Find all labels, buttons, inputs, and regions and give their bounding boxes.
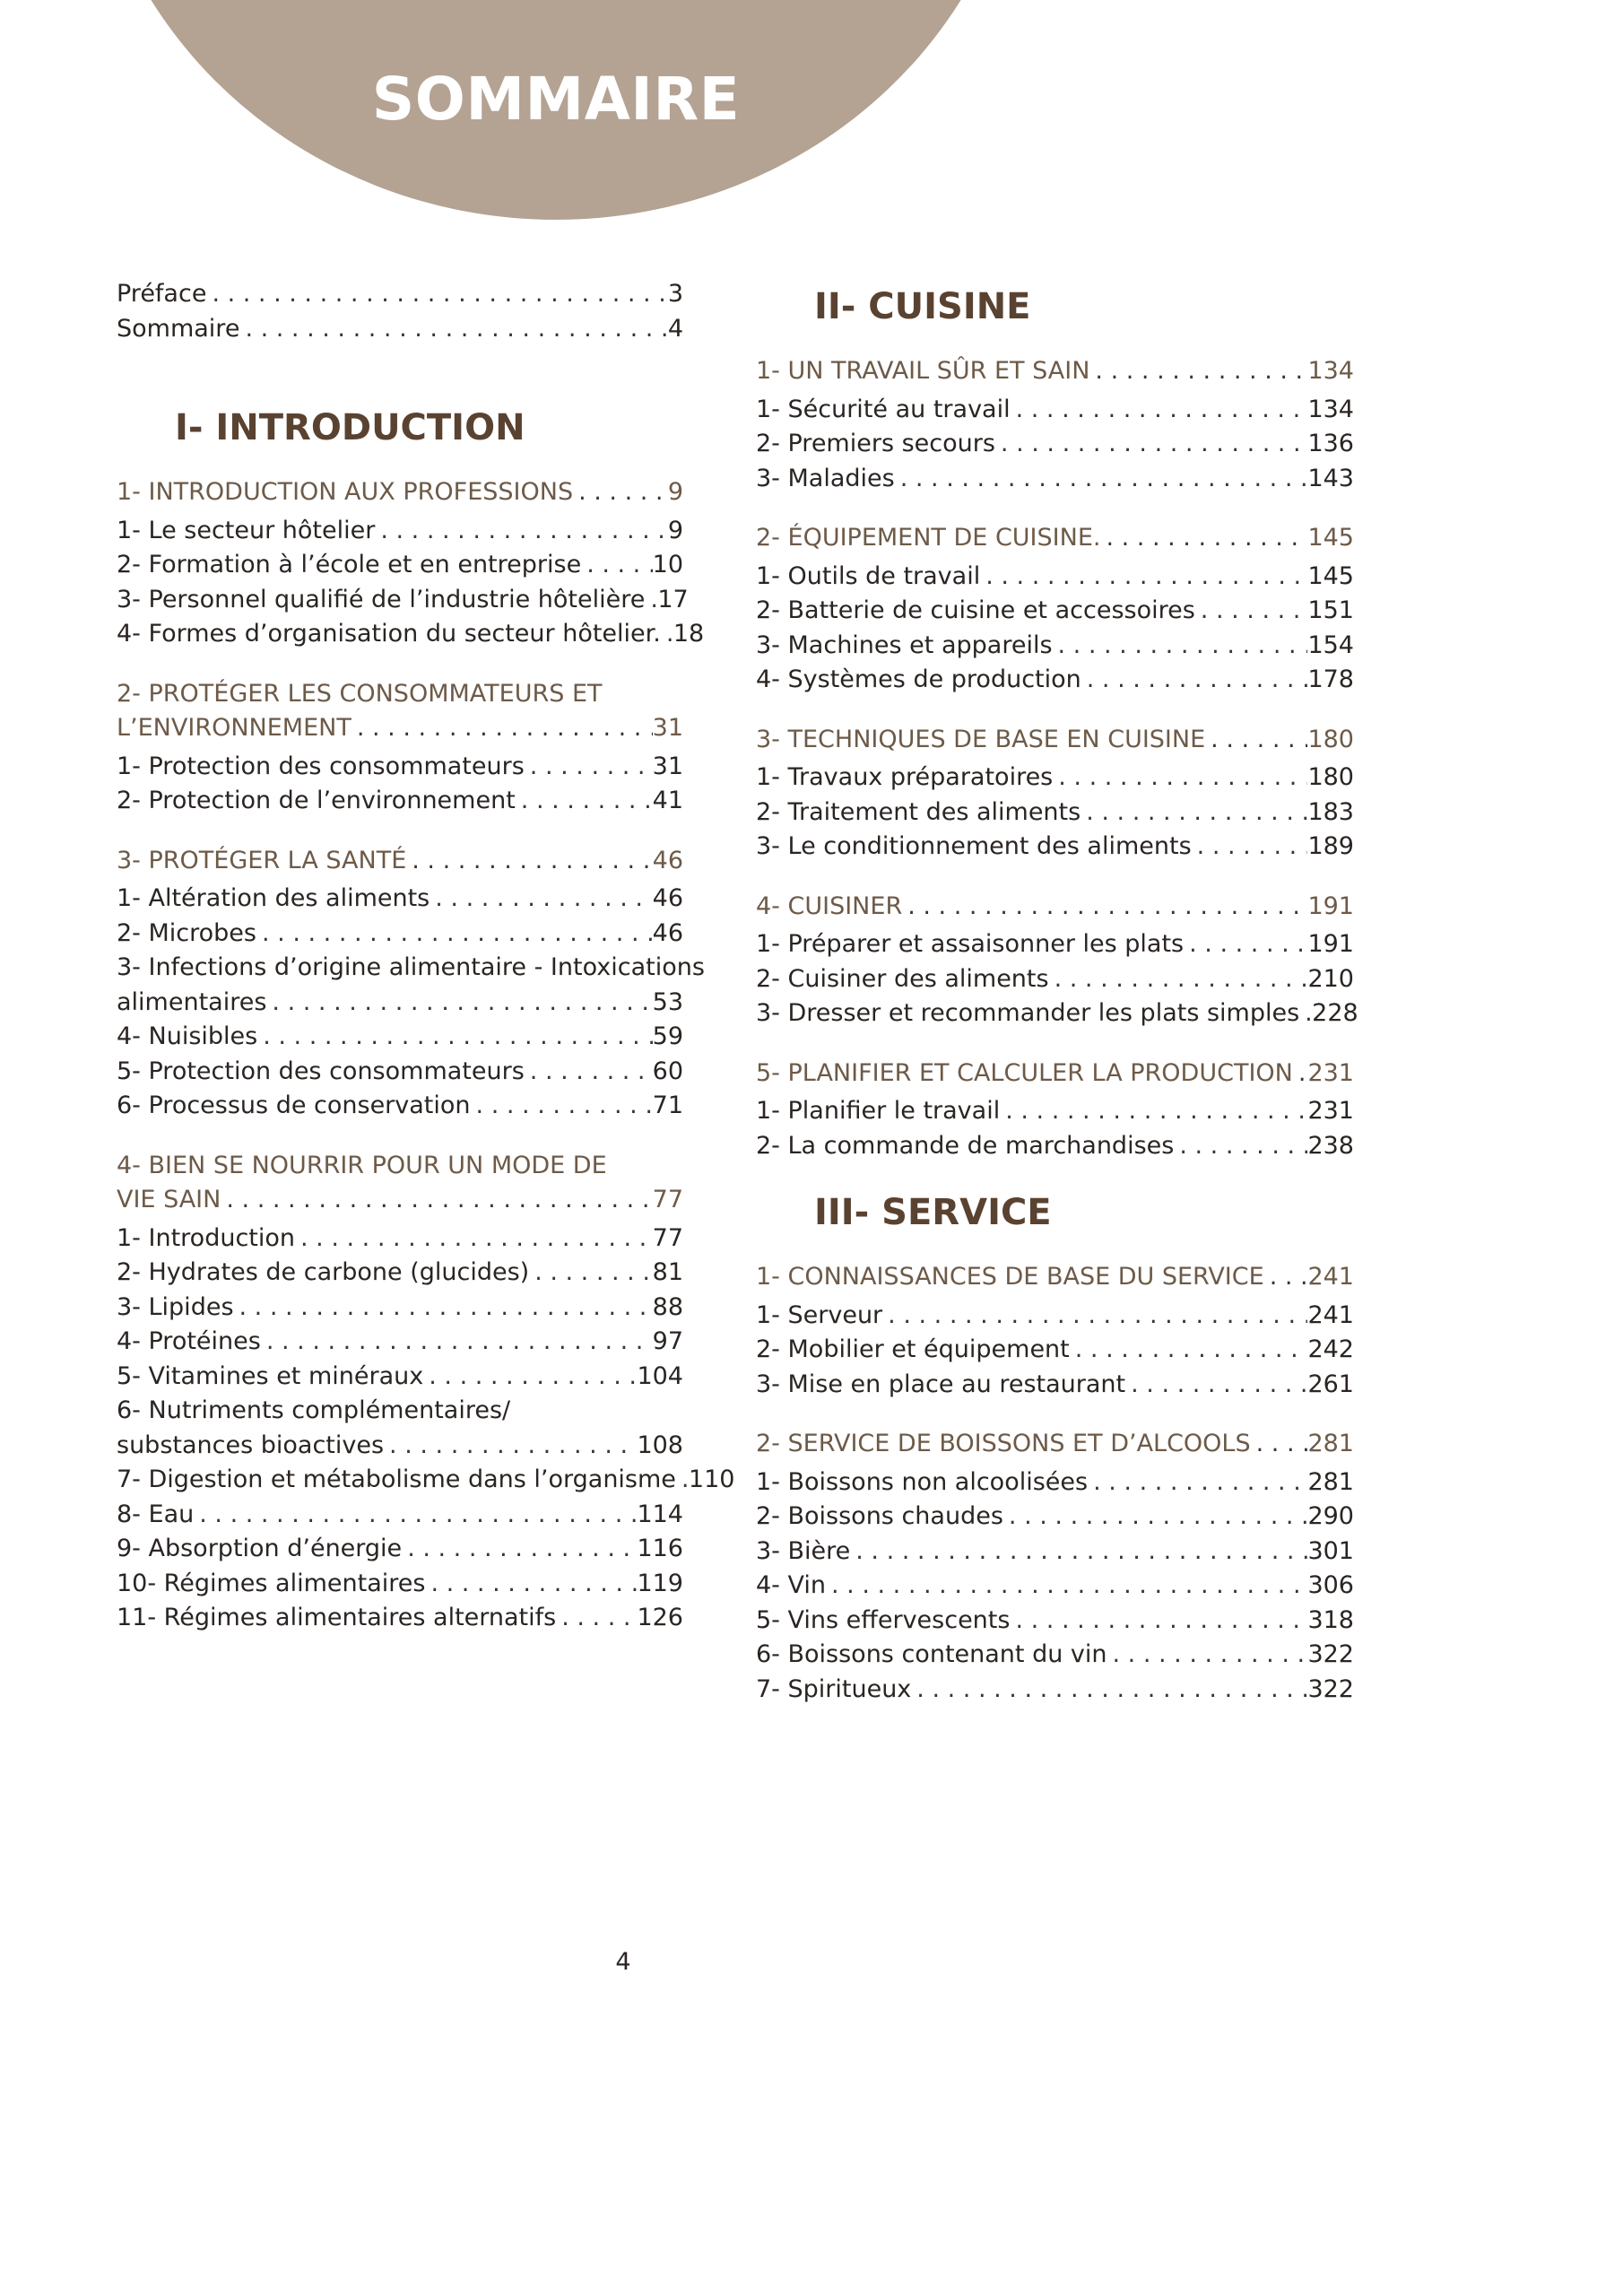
dot-leader xyxy=(882,1301,1307,1329)
toc-entry[interactable] xyxy=(117,1057,683,1092)
dot-leader xyxy=(1125,1370,1307,1398)
toc-entry-page: 210 xyxy=(1307,964,1354,993)
dot-leader xyxy=(1192,832,1308,860)
chapter-title-line: 4- BIEN SE NOURRIR POUR UN MODE DE xyxy=(117,1151,607,1179)
toc-entry-page: 191 xyxy=(1307,930,1354,958)
toc-entry-page: 261 xyxy=(1307,1370,1354,1398)
toc-entry[interactable] xyxy=(117,884,683,919)
toc-entry[interactable] xyxy=(117,1327,683,1362)
toc-column-right xyxy=(756,280,1358,1709)
toc-entry-title: 3- Dresser et recommander les plats simples xyxy=(756,999,1300,1027)
toc-entry-title: 5- Vitamines et minéraux xyxy=(117,1361,424,1390)
toc-entry-title: 3- Le conditionnement des aliments xyxy=(756,832,1192,860)
dot-leader xyxy=(645,586,657,613)
dot-leader xyxy=(266,988,652,1016)
toc-entry-title: 3- Personnel qualifié de l’industrie hôtelière xyxy=(117,585,646,613)
toc-entry-page: 46 xyxy=(652,884,683,912)
toc-entry-title: 2- Boissons chaudes xyxy=(756,1502,1003,1530)
dot-leader xyxy=(826,1571,1307,1599)
toc-entry[interactable] xyxy=(756,1335,1354,1370)
dot-leader xyxy=(661,620,673,648)
dot-leader xyxy=(581,551,652,578)
chapter-entry[interactable] xyxy=(756,1263,1354,1298)
chapter-entry[interactable] xyxy=(756,357,1354,392)
toc-entry-title: 1- Altération des aliments xyxy=(117,884,430,912)
toc-entry-page: 17 xyxy=(657,585,689,613)
dot-leader xyxy=(1003,1502,1308,1530)
toc-entry-page: 71 xyxy=(652,1091,683,1119)
toc-entry-title: 2- Traitement des aliments xyxy=(756,797,1081,826)
dot-leader xyxy=(1195,596,1308,624)
toc-entry-title: 1- Protection des consommateurs xyxy=(117,752,525,780)
toc-entry-title: 2- Batterie de cuisine et accessoires xyxy=(756,596,1195,624)
chapter-entry[interactable] xyxy=(756,892,1354,927)
dot-leader xyxy=(1049,965,1308,993)
toc-entry-page: 46 xyxy=(652,846,683,874)
toc-entry-page: 46 xyxy=(652,918,683,947)
toc-entry-page: 322 xyxy=(1307,1674,1354,1703)
dot-leader xyxy=(850,1537,1307,1565)
toc-entry[interactable] xyxy=(117,517,683,552)
toc-entry-title: 1- Introduction xyxy=(117,1223,296,1252)
toc-entry-title: 4- Vin xyxy=(756,1571,826,1599)
toc-entry[interactable] xyxy=(756,1640,1354,1675)
toc-entry-page: 4 xyxy=(667,314,683,343)
toc-entry[interactable] xyxy=(117,988,683,1023)
toc-entry-page: 119 xyxy=(637,1569,683,1597)
dot-leader xyxy=(529,1258,652,1286)
toc-entry-page: 180 xyxy=(1307,725,1354,753)
toc-entry-title: 5- Protection des consommateurs xyxy=(117,1057,525,1085)
toc-entry-page: 228 xyxy=(1312,999,1358,1027)
toc-entry[interactable] xyxy=(756,965,1354,1000)
toc-entry-title: 7- Digestion et métabolisme dans l’organisme xyxy=(117,1465,676,1493)
toc-entry[interactable] xyxy=(756,1502,1354,1537)
toc-entry[interactable] xyxy=(117,1570,683,1605)
dot-leader xyxy=(239,315,667,343)
dot-leader xyxy=(1089,357,1307,385)
dot-leader xyxy=(902,892,1307,920)
toc-entry-page: 104 xyxy=(637,1361,683,1390)
dot-leader xyxy=(995,430,1308,457)
toc-entry[interactable] xyxy=(117,620,705,655)
toc-entry-title: 6- Boissons contenant du vin xyxy=(756,1640,1107,1668)
toc-entry-title: 4- CUISINER xyxy=(756,891,903,920)
toc-entry-title-line: 6- Nutriments complémentaires/ xyxy=(117,1396,511,1424)
toc-entry[interactable] xyxy=(756,1370,1354,1405)
toc-entry-page: 108 xyxy=(637,1431,683,1459)
chapter-entry[interactable] xyxy=(117,847,683,882)
toc-entry-title: 4- Protéines xyxy=(117,1327,261,1355)
toc-entry-page: 59 xyxy=(652,1022,683,1050)
toc-entry[interactable] xyxy=(756,1468,1354,1503)
chapter-entry[interactable] xyxy=(756,524,1354,559)
section-heading: I- INTRODUCTION xyxy=(175,407,525,448)
toc-entry[interactable] xyxy=(117,1293,683,1328)
toc-entry-page: 3 xyxy=(667,280,683,308)
dot-leader xyxy=(895,465,1308,492)
dot-leader xyxy=(1081,798,1307,826)
section-cuisine xyxy=(756,280,1358,1166)
dot-leader xyxy=(402,1535,637,1562)
toc-entry-page: 154 xyxy=(1307,631,1354,659)
toc-entry-title: 2- Microbes xyxy=(117,918,256,947)
toc-entry-title: 1- Boissons non alcoolisées xyxy=(756,1467,1089,1496)
toc-entry[interactable] xyxy=(756,832,1354,867)
chapter-entry[interactable] xyxy=(117,1186,683,1221)
toc-entry-page: 116 xyxy=(637,1535,683,1562)
dot-leader xyxy=(194,1500,637,1528)
toc-entry[interactable] xyxy=(117,1604,683,1639)
toc-entry-page: 60 xyxy=(652,1057,683,1085)
toc-entry[interactable] xyxy=(756,1097,1354,1132)
toc-entry-title: Sommaire xyxy=(117,314,240,343)
chapter-entry[interactable] xyxy=(756,726,1354,761)
toc-entry-title: 3- TECHNIQUES DE BASE EN CUISINE xyxy=(756,725,1206,753)
dot-leader xyxy=(1251,1430,1308,1457)
toc-entry-front[interactable] xyxy=(117,280,683,315)
dot-leader xyxy=(1174,1132,1307,1160)
toc-entry-page: 145 xyxy=(1307,561,1354,590)
toc-entry-title: 3- Lipides xyxy=(117,1292,234,1321)
toc-entry-title: 1- Sécurité au travail xyxy=(756,395,1011,423)
dot-leader xyxy=(980,562,1307,590)
dot-leader xyxy=(525,1057,653,1085)
dot-leader xyxy=(261,1327,653,1355)
dot-leader xyxy=(221,1186,652,1213)
dot-leader xyxy=(1000,1097,1307,1125)
toc-entry[interactable] xyxy=(756,1537,1354,1572)
toc-entry[interactable] xyxy=(756,562,1354,597)
page-number: 4 xyxy=(615,1948,631,1976)
dot-leader xyxy=(1088,1468,1307,1496)
toc-entry-title: 1- Outils de travail xyxy=(756,561,981,590)
toc-entry-page: 110 xyxy=(688,1465,735,1493)
dot-leader xyxy=(1100,524,1307,552)
toc-entry[interactable] xyxy=(756,798,1354,833)
chapter-entry[interactable] xyxy=(117,478,683,513)
dot-leader xyxy=(676,1465,689,1493)
toc-entry-title: 2- SERVICE DE BOISSONS ET D’ALCOOLS xyxy=(756,1430,1251,1457)
toc-entry-title: 2- Formation à l’école et en entreprise xyxy=(117,551,582,578)
toc-entry-page: 241 xyxy=(1307,1263,1354,1291)
toc-entry[interactable] xyxy=(756,430,1354,465)
toc-entry[interactable] xyxy=(756,1571,1354,1606)
toc-entry-title: 4- Nuisibles xyxy=(117,1022,258,1050)
toc-entry-title: 1- INTRODUCTION AUX PROFESSIONS xyxy=(117,478,574,506)
dot-leader xyxy=(1264,1263,1308,1291)
dot-leader xyxy=(1107,1640,1308,1668)
page-title: SOMMAIRE xyxy=(371,65,741,134)
toc-entry[interactable] xyxy=(756,1132,1354,1167)
toc-entry-page: 301 xyxy=(1307,1536,1354,1565)
toc-entry-page: 114 xyxy=(637,1500,683,1528)
front-matter xyxy=(117,280,683,349)
toc-entry-page: 134 xyxy=(1307,357,1354,385)
toc-entry-page: 145 xyxy=(1307,524,1354,552)
dot-leader xyxy=(406,847,652,874)
toc-entry-title: 2- Mobilier et équipement xyxy=(756,1335,1070,1363)
toc-entry-title: 2- Cuisiner des aliments xyxy=(756,964,1049,993)
toc-entry-title: 3- Maladies xyxy=(756,464,895,492)
toc-entry[interactable] xyxy=(756,1301,1354,1336)
dot-leader xyxy=(1053,763,1307,791)
toc-entry[interactable] xyxy=(117,919,683,954)
toc-entry-page: 191 xyxy=(1307,891,1354,920)
toc-entry[interactable] xyxy=(756,465,1354,500)
toc-entry[interactable] xyxy=(117,1224,683,1259)
dot-leader xyxy=(1299,999,1312,1027)
toc-entry-title: 1- UN TRAVAIL SÛR ET SAIN xyxy=(756,357,1090,385)
toc-entry-page: 143 xyxy=(1307,464,1354,492)
toc-entry-page: 136 xyxy=(1307,430,1354,457)
toc-entry[interactable] xyxy=(117,787,683,822)
toc-entry-page: 9 xyxy=(667,478,683,506)
toc-entry-page: 134 xyxy=(1307,395,1354,423)
toc-entry-page: 306 xyxy=(1307,1571,1354,1599)
toc-entry-page: 77 xyxy=(652,1223,683,1252)
toc-entry-page: 18 xyxy=(673,620,705,648)
toc-entry[interactable] xyxy=(756,1606,1354,1641)
toc-entry[interactable] xyxy=(117,1258,683,1293)
toc-entry-title: 1- Serveur xyxy=(756,1300,883,1329)
toc-entry-page: 81 xyxy=(652,1258,683,1286)
toc-entry-title: 3- PROTÉGER LA SANTÉ xyxy=(117,846,407,874)
toc-entry[interactable] xyxy=(117,585,689,621)
toc-entry-page: 126 xyxy=(637,1604,683,1631)
toc-entry-title: 2- Protection de l’environnement xyxy=(117,787,516,814)
toc-entry-page: 10 xyxy=(652,551,683,578)
toc-entry[interactable] xyxy=(117,1535,683,1570)
toc-entry-page: 9 xyxy=(667,516,683,544)
toc-entry-title: 6- Processus de conservation xyxy=(117,1091,471,1119)
toc-entry-title: 3- Bière xyxy=(756,1536,851,1565)
dot-leader xyxy=(206,280,667,308)
toc-entry[interactable] xyxy=(756,999,1358,1034)
dot-leader xyxy=(423,1362,637,1390)
chapter-title-line: 2- PROTÉGER LES CONSOMMATEURS ET xyxy=(117,679,603,708)
dot-leader xyxy=(384,1431,637,1459)
toc-entry-page: 281 xyxy=(1307,1467,1354,1496)
toc-entry-title: 7- Spiritueux xyxy=(756,1674,912,1703)
dot-leader xyxy=(525,752,653,780)
toc-entry[interactable] xyxy=(756,665,1354,700)
toc-entry-page: 231 xyxy=(1307,1058,1354,1087)
dot-leader xyxy=(471,1091,653,1119)
dot-leader xyxy=(1070,1335,1308,1363)
toc-entry[interactable] xyxy=(117,1091,683,1126)
toc-entry-title: 4- Formes d’organisation du secteur hôtelier. xyxy=(117,620,661,648)
toc-entry-front[interactable] xyxy=(117,315,683,350)
toc-entry-title: 1- CONNAISSANCES DE BASE DU SERVICE xyxy=(756,1263,1264,1291)
dot-leader xyxy=(556,1604,637,1631)
toc-entry-page: 53 xyxy=(652,987,683,1016)
toc-entry-title: 8- Eau xyxy=(117,1500,195,1528)
toc-entry-title: 1- Préparer et assaisonner les plats xyxy=(756,930,1185,958)
toc-entry-title: 10- Régimes alimentaires xyxy=(117,1569,426,1597)
toc-entry-title: 2- Hydrates de carbone (glucides) xyxy=(117,1258,530,1286)
section-heading: II- CUISINE xyxy=(814,286,1031,327)
toc-entry-page: 231 xyxy=(1307,1097,1354,1125)
toc-entry-title: 1- Le secteur hôtelier xyxy=(117,516,376,544)
toc-entry-page: 238 xyxy=(1307,1131,1354,1160)
toc-entry[interactable] xyxy=(117,551,683,586)
toc-entry-title: 3- Mise en place au restaurant xyxy=(756,1370,1126,1398)
toc-entry[interactable] xyxy=(117,1022,683,1057)
dot-leader xyxy=(375,517,667,544)
toc-entry[interactable] xyxy=(756,396,1354,430)
dot-leader xyxy=(1184,930,1307,958)
toc-entry[interactable] xyxy=(756,930,1354,965)
toc-entry-page: 290 xyxy=(1307,1502,1354,1530)
toc-entry-page: 31 xyxy=(652,714,683,742)
section-heading: III- SERVICE xyxy=(814,1192,1052,1233)
toc-entry[interactable] xyxy=(756,631,1354,666)
section-introduction xyxy=(117,401,735,1639)
toc-entry-title: 1- Planifier le travail xyxy=(756,1097,1001,1125)
toc-entry-page: 88 xyxy=(652,1292,683,1321)
toc-entry-title: 5- Vins effervescents xyxy=(756,1605,1011,1634)
toc-entry-page: 241 xyxy=(1307,1300,1354,1329)
toc-entry-title: 2- ÉQUIPEMENT DE CUISINE. xyxy=(756,524,1101,552)
chapter-entry[interactable] xyxy=(117,714,683,749)
toc-entry-page: 189 xyxy=(1307,832,1354,860)
toc-entry-page: 77 xyxy=(652,1186,683,1213)
dot-leader xyxy=(1010,1606,1307,1634)
toc-entry-page: 31 xyxy=(652,752,683,780)
toc-entry-page: 242 xyxy=(1307,1335,1354,1363)
dot-leader xyxy=(1011,396,1308,423)
dot-leader xyxy=(295,1224,653,1252)
toc-entry-title: substances bioactives xyxy=(117,1431,385,1459)
dot-leader xyxy=(1205,726,1307,753)
toc-entry-title: 4- Systèmes de production xyxy=(756,665,1081,693)
dot-leader xyxy=(1081,665,1308,693)
toc-entry-title: L’ENVIRONNEMENT xyxy=(117,714,352,742)
toc-entry[interactable] xyxy=(117,1500,683,1535)
toc-entry[interactable] xyxy=(756,596,1354,631)
toc-entry-title: 1- Travaux préparatoires xyxy=(756,763,1054,791)
toc-entry-title: 2- Premiers secours xyxy=(756,430,995,457)
dot-leader xyxy=(1053,631,1308,659)
toc-entry-title: 2- La commande de marchandises xyxy=(756,1131,1175,1160)
toc-entry-page: 97 xyxy=(652,1327,683,1355)
dot-leader xyxy=(256,919,653,947)
toc-entry-title: Préface xyxy=(117,280,207,308)
toc-column-left xyxy=(117,280,735,1639)
dot-leader xyxy=(352,714,653,742)
toc-entry-title: VIE SAIN xyxy=(117,1186,221,1213)
toc-entry-title: alimentaires xyxy=(117,987,267,1016)
dot-leader xyxy=(257,1022,652,1050)
toc-entry-page: 180 xyxy=(1307,763,1354,791)
dot-leader xyxy=(234,1293,653,1321)
toc-entry-page: 318 xyxy=(1307,1605,1354,1634)
toc-entry[interactable] xyxy=(117,1465,735,1500)
toc-entry-title: 3- Machines et appareils xyxy=(756,631,1053,659)
toc-entry[interactable] xyxy=(117,1431,683,1466)
toc-entry[interactable] xyxy=(117,1362,683,1397)
toc-entry-title: 11- Régimes alimentaires alternatifs xyxy=(117,1604,557,1631)
dot-leader xyxy=(911,1675,1307,1703)
toc-entry[interactable] xyxy=(117,752,683,787)
chapter-entry[interactable] xyxy=(756,1430,1354,1465)
toc-entry-title: 5- PLANIFIER ET CALCULER LA PRODUCTION xyxy=(756,1058,1293,1087)
toc-entry-page: 281 xyxy=(1307,1430,1354,1457)
toc-entry[interactable] xyxy=(756,1675,1354,1710)
toc-entry-title: 9- Absorption d’énergie xyxy=(117,1535,403,1562)
toc-entry-page: 178 xyxy=(1307,665,1354,693)
section-service xyxy=(756,1186,1354,1709)
dot-leader xyxy=(573,478,668,506)
chapter-entry[interactable] xyxy=(756,1059,1354,1094)
dot-leader xyxy=(516,787,653,814)
dot-leader xyxy=(1293,1059,1308,1087)
toc-entry-page: 41 xyxy=(652,787,683,814)
toc-entry-title-line: 3- Infections d’origine alimentaire - Intoxications xyxy=(117,953,705,981)
toc-entry-page: 151 xyxy=(1307,596,1354,624)
toc-entry[interactable] xyxy=(756,763,1354,798)
toc-entry-page: 183 xyxy=(1307,797,1354,826)
dot-leader xyxy=(430,884,652,912)
dot-leader xyxy=(425,1570,637,1597)
toc-entry-page: 322 xyxy=(1307,1640,1354,1668)
